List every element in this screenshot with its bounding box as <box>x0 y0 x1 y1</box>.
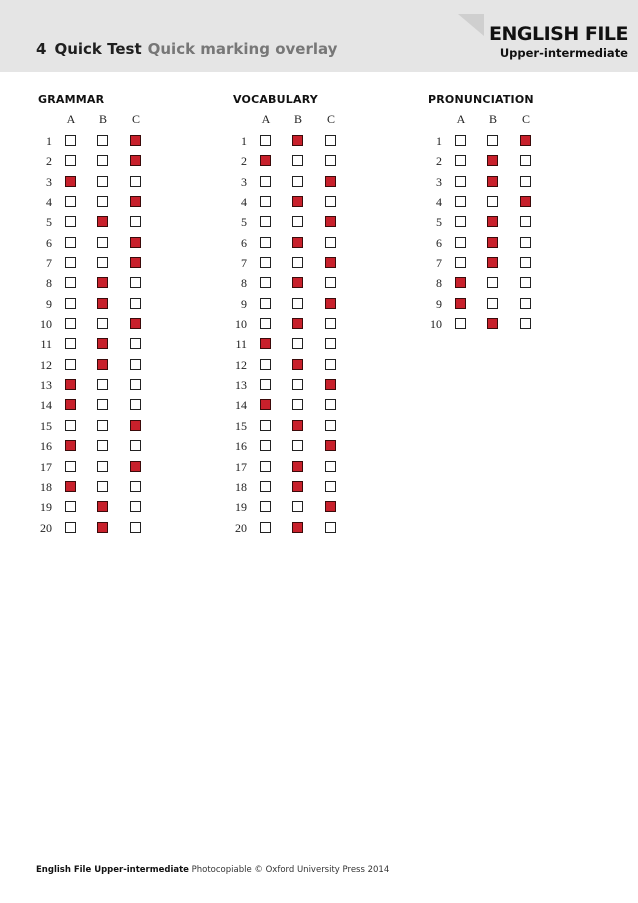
answer-row <box>233 356 423 376</box>
answer-row <box>428 173 618 193</box>
checkbox-b <box>487 298 498 309</box>
checkbox-b <box>97 420 108 431</box>
answer-row <box>428 274 618 294</box>
answer-row <box>38 498 228 518</box>
answer-row <box>38 396 228 416</box>
checkbox-a <box>260 420 271 431</box>
question-number: 3 <box>436 174 442 189</box>
checkbox-a <box>65 237 76 248</box>
answer-row <box>233 498 423 518</box>
checkbox-c <box>520 318 531 329</box>
answer-row <box>38 295 228 315</box>
section-heading: VOCABULARY <box>233 93 318 106</box>
question-number: 2 <box>436 154 442 169</box>
checkbox-a <box>260 318 271 329</box>
checkbox-b-marked <box>97 501 108 512</box>
checkbox-c <box>325 277 336 288</box>
checkbox-a <box>455 196 466 207</box>
checkbox-a <box>65 318 76 329</box>
checkbox-c <box>520 237 531 248</box>
answer-grid <box>233 112 423 539</box>
question-number: 17 <box>235 459 247 474</box>
checkbox-c <box>325 461 336 472</box>
question-number: 13 <box>235 378 247 393</box>
checkbox-b-marked <box>487 216 498 227</box>
checkbox-c-marked <box>325 379 336 390</box>
checkbox-b <box>97 440 108 451</box>
checkbox-b <box>292 338 303 349</box>
checkbox-b-marked <box>292 420 303 431</box>
column-label-c: C <box>326 112 335 126</box>
checkbox-c-marked <box>520 135 531 146</box>
question-number: 5 <box>436 215 442 230</box>
checkbox-c-marked <box>130 196 141 207</box>
question-number: 18 <box>235 479 247 494</box>
checkbox-b <box>97 257 108 268</box>
question-number: 7 <box>241 256 247 271</box>
answer-row <box>428 132 618 152</box>
checkbox-c <box>130 277 141 288</box>
column-label-a: A <box>66 112 76 126</box>
answer-row <box>428 315 618 335</box>
checkbox-c-marked <box>130 237 141 248</box>
checkbox-c <box>130 501 141 512</box>
checkbox-a <box>65 420 76 431</box>
checkbox-c-marked <box>130 155 141 166</box>
checkbox-b-marked <box>97 298 108 309</box>
checkbox-a <box>65 522 76 533</box>
answer-row <box>233 254 423 274</box>
answer-row <box>428 295 618 315</box>
answer-row <box>233 376 423 396</box>
checkbox-c <box>130 176 141 187</box>
checkbox-a <box>455 176 466 187</box>
question-number: 12 <box>40 357 52 372</box>
section-heading: PRONUNCIATION <box>428 93 534 106</box>
column-label-c: C <box>521 112 530 126</box>
answer-row <box>38 213 228 233</box>
question-number: 1 <box>436 134 442 148</box>
checkbox-c <box>130 399 141 410</box>
checkbox-c <box>325 481 336 492</box>
checkbox-b-marked <box>292 196 303 207</box>
checkbox-b-marked <box>292 461 303 472</box>
answer-row <box>38 356 228 376</box>
question-number: 16 <box>40 439 52 454</box>
checkbox-c <box>520 257 531 268</box>
answer-row <box>233 295 423 315</box>
column-labels <box>428 112 618 132</box>
column-label-b: B <box>488 112 497 126</box>
answer-row <box>233 458 423 478</box>
answer-row <box>233 132 423 152</box>
checkbox-b <box>292 176 303 187</box>
footer-copyright <box>36 865 389 875</box>
checkbox-a <box>65 338 76 349</box>
checkbox-b-marked <box>292 522 303 533</box>
column-label-b: B <box>293 112 302 126</box>
test-subtitle: Quick marking overlay <box>147 40 338 58</box>
checkbox-a <box>65 135 76 146</box>
checkbox-a <box>260 277 271 288</box>
checkbox-a-marked <box>455 298 466 309</box>
answer-row <box>38 234 228 254</box>
checkbox-b <box>487 196 498 207</box>
answer-row <box>233 478 423 498</box>
checkbox-b <box>292 440 303 451</box>
checkbox-b-marked <box>487 257 498 268</box>
header-band <box>0 0 638 72</box>
answer-row <box>38 152 228 172</box>
question-number: 20 <box>235 520 247 535</box>
answer-row <box>38 274 228 294</box>
question-number: 6 <box>46 235 52 250</box>
question-number: 14 <box>235 398 247 413</box>
question-number: 17 <box>40 459 52 474</box>
checkbox-b <box>97 399 108 410</box>
question-number: 3 <box>46 174 52 189</box>
checkbox-b-marked <box>487 155 498 166</box>
checkbox-a <box>65 216 76 227</box>
checkbox-c-marked <box>325 298 336 309</box>
checkbox-a <box>260 298 271 309</box>
checkbox-c <box>130 522 141 533</box>
question-number: 6 <box>241 235 247 250</box>
answer-row <box>233 315 423 335</box>
answer-row <box>38 458 228 478</box>
answer-row <box>38 376 228 396</box>
pronunciation-section <box>428 92 618 335</box>
question-number: 19 <box>40 500 52 515</box>
checkbox-c-marked <box>325 501 336 512</box>
checkbox-a <box>260 481 271 492</box>
checkbox-b-marked <box>97 522 108 533</box>
checkbox-b <box>292 257 303 268</box>
checkbox-c <box>325 318 336 329</box>
checkbox-c <box>520 216 531 227</box>
unit-number: 4 <box>36 40 47 58</box>
answer-row <box>233 417 423 437</box>
checkbox-c-marked <box>325 176 336 187</box>
checkbox-b <box>487 277 498 288</box>
checkbox-c-marked <box>325 216 336 227</box>
checkbox-a <box>65 257 76 268</box>
question-number: 15 <box>40 418 52 433</box>
checkbox-c <box>130 359 141 370</box>
checkbox-c <box>325 359 336 370</box>
checkbox-a <box>65 359 76 370</box>
checkbox-c <box>520 155 531 166</box>
checkbox-b <box>97 135 108 146</box>
checkbox-c <box>325 237 336 248</box>
brand-name: ENGLISH FILE <box>489 23 628 45</box>
checkbox-a <box>455 257 466 268</box>
checkbox-b <box>97 461 108 472</box>
question-number: 6 <box>436 235 442 250</box>
checkbox-a <box>260 359 271 370</box>
checkbox-b <box>97 196 108 207</box>
checkbox-a <box>260 216 271 227</box>
answer-row <box>38 335 228 355</box>
answer-row <box>428 213 618 233</box>
question-number: 10 <box>430 317 442 332</box>
checkbox-a-marked <box>65 481 76 492</box>
checkbox-c <box>325 135 336 146</box>
checkbox-c-marked <box>520 196 531 207</box>
question-number: 9 <box>436 296 442 311</box>
checkbox-c <box>520 298 531 309</box>
checkbox-b-marked <box>487 318 498 329</box>
question-number: 4 <box>46 195 52 210</box>
answer-row <box>428 152 618 172</box>
column-label-b: B <box>98 112 107 126</box>
question-number: 10 <box>40 317 52 332</box>
checkbox-c-marked <box>130 461 141 472</box>
brand-logo <box>458 14 628 66</box>
checkbox-a <box>455 237 466 248</box>
checkbox-a-marked <box>260 399 271 410</box>
checkbox-c-marked <box>325 257 336 268</box>
answer-row <box>38 437 228 457</box>
column-label-a: A <box>261 112 271 126</box>
checkbox-c <box>520 277 531 288</box>
column-label-c: C <box>131 112 140 126</box>
checkbox-b-marked <box>97 216 108 227</box>
question-number: 1 <box>46 134 52 148</box>
answer-row <box>233 193 423 213</box>
checkbox-a <box>65 196 76 207</box>
question-number: 8 <box>436 276 442 291</box>
checkbox-b-marked <box>97 277 108 288</box>
checkbox-a-marked <box>260 338 271 349</box>
checkbox-c <box>325 196 336 207</box>
column-labels <box>38 112 228 132</box>
checkbox-a <box>260 237 271 248</box>
section-heading: GRAMMAR <box>38 93 105 106</box>
checkbox-b <box>292 155 303 166</box>
answer-row <box>38 132 228 152</box>
checkbox-a <box>260 522 271 533</box>
checkbox-b-marked <box>487 176 498 187</box>
answer-row <box>38 478 228 498</box>
checkbox-c <box>130 216 141 227</box>
vocabulary-section <box>233 92 423 539</box>
answer-row <box>233 234 423 254</box>
checkbox-a-marked <box>65 440 76 451</box>
checkbox-b <box>292 216 303 227</box>
checkbox-c <box>130 338 141 349</box>
question-number: 2 <box>46 154 52 169</box>
checkbox-c-marked <box>130 318 141 329</box>
checkbox-a <box>260 196 271 207</box>
checkbox-a <box>455 135 466 146</box>
checkbox-b-marked <box>292 135 303 146</box>
question-number: 5 <box>241 215 247 230</box>
checkbox-b-marked <box>292 277 303 288</box>
checkbox-a <box>455 318 466 329</box>
checkbox-c-marked <box>130 257 141 268</box>
answer-grid <box>428 112 618 335</box>
question-number: 7 <box>46 256 52 271</box>
checkbox-b-marked <box>97 359 108 370</box>
checkbox-b <box>292 399 303 410</box>
answer-row <box>233 173 423 193</box>
checkbox-a <box>65 501 76 512</box>
checkbox-c-marked <box>130 420 141 431</box>
question-number: 5 <box>46 215 52 230</box>
column-label-a: A <box>456 112 466 126</box>
checkbox-a <box>260 501 271 512</box>
question-number: 14 <box>40 398 52 413</box>
checkbox-b <box>487 135 498 146</box>
checkbox-a <box>455 155 466 166</box>
column-labels <box>233 112 423 132</box>
question-number: 8 <box>241 276 247 291</box>
answer-row <box>38 254 228 274</box>
answer-row <box>428 254 618 274</box>
question-number: 11 <box>235 337 247 352</box>
question-number: 20 <box>40 520 52 535</box>
checkbox-b <box>292 379 303 390</box>
question-number: 13 <box>40 378 52 393</box>
answer-row <box>38 315 228 335</box>
checkbox-b-marked <box>292 237 303 248</box>
checkbox-b-marked <box>292 318 303 329</box>
question-number: 1 <box>241 134 247 148</box>
checkbox-b <box>97 318 108 329</box>
checkbox-b <box>97 155 108 166</box>
checkbox-a <box>260 135 271 146</box>
answer-grid <box>38 112 228 539</box>
checkbox-a <box>260 440 271 451</box>
checkbox-b <box>292 501 303 512</box>
checkbox-a <box>260 461 271 472</box>
question-number: 11 <box>40 337 52 352</box>
checkbox-c <box>130 481 141 492</box>
checkbox-c <box>325 420 336 431</box>
question-number: 8 <box>46 276 52 291</box>
question-number: 16 <box>235 439 247 454</box>
test-title: Quick Test <box>54 40 142 58</box>
answer-row <box>233 213 423 233</box>
checkbox-a-marked <box>260 155 271 166</box>
checkbox-a-marked <box>455 277 466 288</box>
checkbox-b-marked <box>292 481 303 492</box>
question-number: 9 <box>46 296 52 311</box>
answer-row <box>428 234 618 254</box>
checkbox-a-marked <box>65 379 76 390</box>
checkbox-c <box>130 440 141 451</box>
checkbox-c-marked <box>325 440 336 451</box>
checkbox-b-marked <box>487 237 498 248</box>
question-number: 4 <box>241 195 247 210</box>
answer-row <box>233 274 423 294</box>
checkbox-c <box>325 155 336 166</box>
question-number: 10 <box>235 317 247 332</box>
checkbox-a <box>65 461 76 472</box>
checkbox-a <box>455 216 466 227</box>
checkbox-c <box>130 379 141 390</box>
checkbox-a <box>260 379 271 390</box>
question-number: 15 <box>235 418 247 433</box>
question-number: 3 <box>241 174 247 189</box>
answer-row <box>233 396 423 416</box>
checkbox-b-marked <box>97 338 108 349</box>
question-number: 18 <box>40 479 52 494</box>
checkbox-c <box>325 399 336 410</box>
question-number: 4 <box>436 195 442 210</box>
checkbox-a <box>65 277 76 288</box>
checkbox-a <box>260 176 271 187</box>
checkbox-b <box>97 176 108 187</box>
footer-rights: Photocopiable © Oxford University Press 2014 <box>191 865 390 875</box>
checkbox-b <box>97 481 108 492</box>
question-number: 9 <box>241 296 247 311</box>
answer-row <box>38 173 228 193</box>
answer-row <box>38 417 228 437</box>
question-number: 12 <box>235 357 247 372</box>
answer-row <box>233 335 423 355</box>
answer-row <box>428 193 618 213</box>
brand-level: Upper-intermediate <box>499 46 628 60</box>
checkbox-a-marked <box>65 176 76 187</box>
checkbox-c-marked <box>130 135 141 146</box>
page-title <box>36 40 337 58</box>
checkbox-b-marked <box>292 359 303 370</box>
question-number: 2 <box>241 154 247 169</box>
checkbox-a <box>65 155 76 166</box>
checkbox-c <box>130 298 141 309</box>
answer-row <box>38 519 228 539</box>
checkbox-b <box>97 237 108 248</box>
checkbox-a <box>260 257 271 268</box>
brand-stripe <box>458 14 484 36</box>
checkbox-c <box>325 522 336 533</box>
answer-row <box>38 193 228 213</box>
checkbox-a <box>65 298 76 309</box>
checkbox-c <box>520 176 531 187</box>
question-number: 7 <box>436 256 442 271</box>
grammar-section <box>38 92 228 539</box>
checkbox-a-marked <box>65 399 76 410</box>
checkbox-c <box>325 338 336 349</box>
answer-row <box>233 437 423 457</box>
checkbox-b <box>97 379 108 390</box>
answer-row <box>233 152 423 172</box>
footer-book: English File Upper-intermediate <box>36 865 189 875</box>
answer-row <box>233 519 423 539</box>
question-number: 19 <box>235 500 247 515</box>
checkbox-b <box>292 298 303 309</box>
